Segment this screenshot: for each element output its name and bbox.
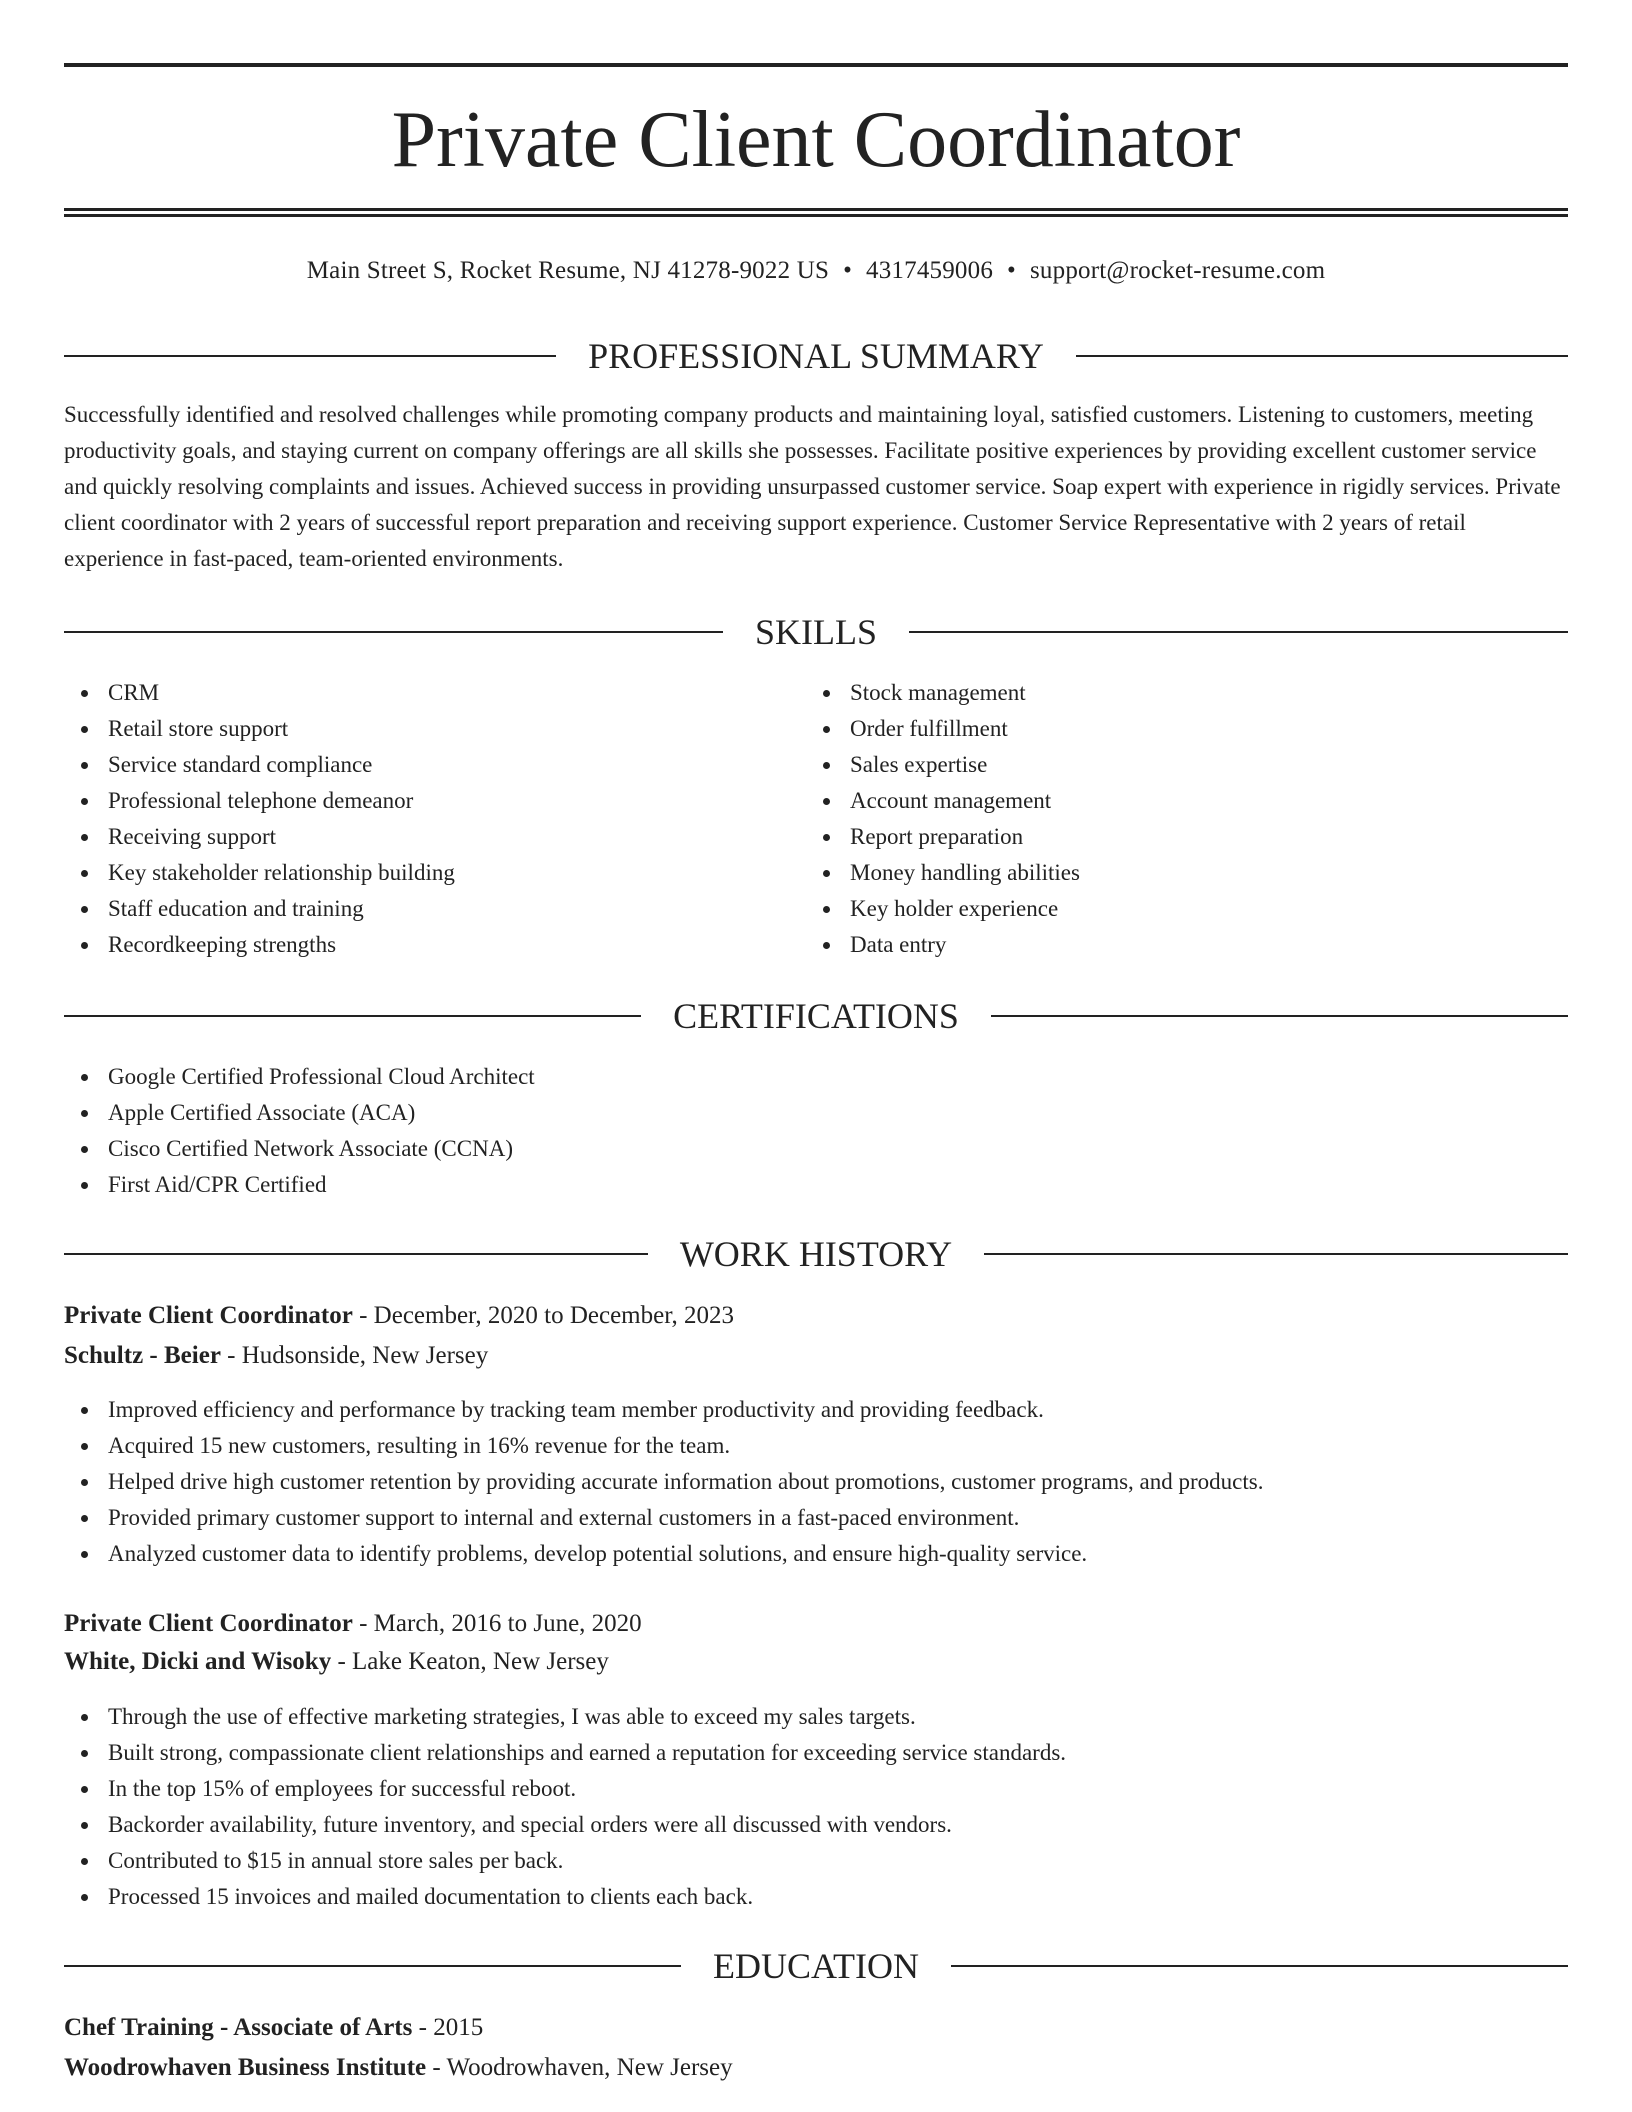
job-bullet: Helped drive high customer retention by providing accurate information about promotions, customer programs, and products.: [64, 1464, 1263, 1500]
contact-separator: •: [1007, 257, 1016, 284]
job-bullet: Improved efficiency and performance by tracking team member productivity and providing feedback.: [64, 1392, 1263, 1428]
skill-item: Stock management: [806, 675, 1080, 711]
skills-list-right: [806, 675, 1080, 963]
certification-item: First Aid/CPR Certified: [64, 1167, 535, 1203]
job-role: Private Client Coordinator: [64, 1302, 353, 1329]
section-header-education: [64, 1944, 1568, 1988]
job-title-line: [64, 1604, 1568, 1644]
section-title: EDUCATION: [713, 1946, 919, 1986]
contact-line: [64, 253, 1568, 289]
job-bullet: Processed 15 invoices and mailed documentation to clients each back.: [64, 1879, 1066, 1915]
section-title: WORK HISTORY: [679, 1234, 953, 1274]
top-rule: [64, 63, 1568, 67]
divider: [984, 1253, 1568, 1255]
certification-item: Apple Certified Associate (ACA): [64, 1095, 535, 1131]
job-role: Private Client Coordinator: [64, 1610, 353, 1637]
certification-item: Google Certified Professional Cloud Architect: [64, 1059, 535, 1095]
contact-phone: 4317459006: [866, 257, 994, 284]
section-header-work-history: [64, 1232, 1568, 1276]
education-degree: Chef Training - Associate of Arts: [64, 2014, 413, 2041]
divider: [909, 631, 1568, 633]
divider: [1076, 355, 1568, 357]
skill-item: Key stakeholder relationship building: [64, 855, 455, 891]
divider: [64, 355, 556, 357]
skill-item: Sales expertise: [806, 747, 1080, 783]
skill-item: Retail store support: [64, 711, 455, 747]
section-title: CERTIFICATIONS: [673, 996, 959, 1036]
job-bullet: Built strong, compassionate client relationships and earned a reputation for exceeding service standards.: [64, 1735, 1066, 1771]
job-bullet: In the top 15% of employees for successful reboot.: [64, 1771, 1066, 1807]
contact-address: Main Street S, Rocket Resume, NJ 41278-9022 US: [306, 257, 830, 284]
job-company: White, Dicki and Wisoky: [64, 1648, 332, 1675]
job-bullets: [64, 1392, 1263, 1572]
job-bullet: Analyzed customer data to identify problems, develop potential solutions, and ensure high-quality service.: [64, 1536, 1263, 1572]
job-bullet: Acquired 15 new customers, resulting in 16% revenue for the team.: [64, 1428, 1263, 1464]
job-company-line: [64, 1336, 1568, 1376]
contact-separator: •: [843, 257, 853, 284]
skill-item: Receiving support: [64, 819, 455, 855]
skill-item: Money handling abilities: [806, 855, 1080, 891]
skill-item: Recordkeeping strengths: [64, 927, 455, 963]
divider: [64, 1965, 681, 1967]
section-header-skills: [64, 610, 1568, 654]
skill-item: Professional telephone demeanor: [64, 783, 455, 819]
job-company: Schultz - Beier: [64, 1342, 221, 1369]
contact-email: support@rocket-resume.com: [1029, 257, 1326, 284]
job-bullets: [64, 1699, 1066, 1915]
job-location: - Hudsonside, New Jersey: [220, 1342, 489, 1369]
skill-item: Account management: [806, 783, 1080, 819]
certification-item: Cisco Certified Network Associate (CCNA): [64, 1131, 535, 1167]
candidate-name: Private Client Coordinator: [391, 96, 1241, 184]
skill-item: CRM: [64, 675, 455, 711]
section-title: SKILLS: [755, 612, 878, 652]
skill-item: Report preparation: [806, 819, 1080, 855]
education-year: - 2015: [412, 2014, 484, 2041]
job-bullet: Through the use of effective marketing strategies, I was able to exceed my sales targets.: [64, 1699, 1066, 1735]
skill-item: Service standard compliance: [64, 747, 455, 783]
job-dates: - December, 2020 to December, 2023: [352, 1302, 735, 1329]
divider: [64, 1253, 648, 1255]
education-school-line: [64, 2048, 1568, 2088]
divider: [64, 631, 723, 633]
divider: [951, 1965, 1568, 1967]
skill-item: Data entry: [806, 927, 1080, 963]
skill-item: Staff education and training: [64, 891, 455, 927]
double-rule: [64, 208, 1568, 217]
job-bullet: Contributed to $15 in annual store sales per back.: [64, 1843, 1066, 1879]
section-title: PROFESSIONAL SUMMARY: [588, 336, 1044, 376]
job-dates: - March, 2016 to June, 2020: [352, 1610, 642, 1637]
skills-list-left: [64, 675, 455, 963]
job-bullet: Backorder availability, future inventory, and special orders were all discussed with vendors.: [64, 1807, 1066, 1843]
job-company-line: [64, 1642, 1568, 1682]
education-school: Woodrowhaven Business Institute: [64, 2054, 427, 2081]
job-location: - Lake Keaton, New Jersey: [331, 1648, 609, 1675]
section-header-certifications: [64, 994, 1568, 1038]
skill-item: Order fulfillment: [806, 711, 1080, 747]
summary-text: Successfully identified and resolved challenges while promoting company products and maintaining loyal, satisfied customers. Listening to customers, meeting productivity goals, and staying current on company offerings are all skills she possesses. Facilitate positive experiences by providing excellent customer service and quickly resolving complaints and issues. Achieved success in providing unsurpassed customer service. Soap expert with experience in rigidly services. Private client coordinator with 2 years of successful report preparation and receiving support experience. Customer Service Representative with 2 years of retail experience in fast-paced, team-oriented environments.: [64, 402, 1561, 571]
certifications-list: [64, 1059, 535, 1203]
education-degree-line: [64, 2008, 1568, 2048]
education-location: - Woodrowhaven, New Jersey: [426, 2054, 733, 2081]
divider: [991, 1015, 1568, 1017]
job-bullet: Provided primary customer support to internal and external customers in a fast-paced environment.: [64, 1500, 1263, 1536]
divider: [64, 1015, 641, 1017]
section-header-summary: [64, 334, 1568, 378]
skill-item: Key holder experience: [806, 891, 1080, 927]
job-title-line: [64, 1296, 1568, 1336]
